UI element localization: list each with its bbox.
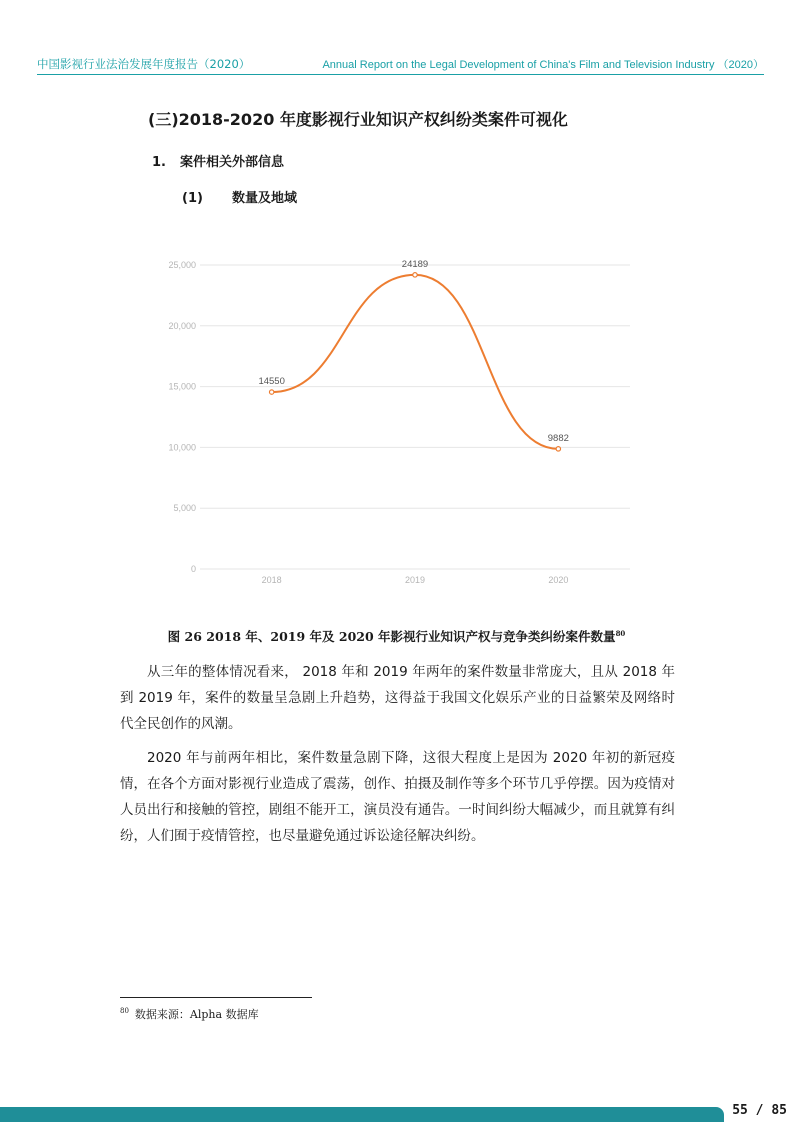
- subsection-title: [152, 151, 284, 170]
- chart-svg: [140, 245, 660, 605]
- header-title-cn: 中国影视行业法治发展年度报告（2020）: [37, 57, 251, 71]
- footnote: [120, 1006, 259, 1022]
- figure-caption: [0, 627, 793, 645]
- section-title: (三)2018-2020 年度影视行业知识产权纠纷类案件可视化: [148, 110, 568, 129]
- paragraph-2: 2020 年与前两年相比，案件数量急剧下降，这很大程度上是因为 2020 年初的新冠疫情，在各个方面对影视行业造成了震荡，创作、拍摄及制作等多个环节几乎停摆。因为疫情对人员出行和接触的管控，剧组不能开工，演员没有通告。一时间纠纷大幅减少，而且就算有纠纷，人们囿于疫情管控，也尽量避免通过诉讼途径解决纠纷。: [120, 750, 675, 844]
- y-tick-label: 15,000: [168, 381, 196, 392]
- page-number: 55 / 85: [732, 1103, 787, 1118]
- data-point: [413, 273, 417, 277]
- subsubsection-text: 数量及地域: [232, 191, 298, 206]
- footnote-text: 数据来源：Alpha 数据库: [134, 1008, 259, 1021]
- data-point: [556, 447, 560, 451]
- line-chart: [140, 245, 660, 605]
- y-tick-label: 10,000: [168, 442, 196, 453]
- x-tick-label: 2018: [261, 575, 282, 585]
- x-tick-label: 2020: [548, 575, 569, 585]
- subsection-text: 案件相关外部信息: [180, 155, 285, 170]
- data-point: [269, 390, 273, 394]
- page-header: [37, 56, 764, 76]
- footer-bar: [0, 1107, 724, 1122]
- header-title-en: Annual Report on the Legal Development of China's Film and Television Industry （2020）: [322, 59, 764, 71]
- footnote-number: 80: [120, 1007, 129, 1016]
- data-label: 9882: [547, 432, 569, 444]
- y-tick-label: 5,000: [173, 503, 196, 514]
- data-label: 24189: [401, 258, 429, 270]
- y-tick-label: 0: [190, 564, 196, 574]
- series-line: [272, 275, 559, 449]
- y-tick-label: 25,000: [168, 260, 196, 270]
- header-divider: [37, 74, 764, 75]
- x-tick-label: 2019: [404, 575, 426, 585]
- footnote-divider: [120, 997, 312, 998]
- data-label: 14550: [258, 376, 285, 388]
- y-tick-label: 20,000: [168, 320, 196, 331]
- caption-footnote-ref: 80: [615, 628, 626, 638]
- caption-text: 图 26 2018 年、2019 年及 2020 年影视行业知识产权与竞争类纠纷案件数量: [167, 629, 616, 644]
- subsubsection-title: [182, 187, 297, 206]
- paragraph-1: 从三年的整体情况看来， 2018 年和 2019 年两年的案件数量非常庞大，且从 2018 年到 2019 年，案件的数量呈急剧上升趋势，这得益于我国文化娱乐产业的日益繁荣及网络时代全民创作的风潮。: [120, 664, 675, 732]
- subsubsection-number: (1): [182, 191, 203, 206]
- subsection-number: 1.: [152, 155, 166, 170]
